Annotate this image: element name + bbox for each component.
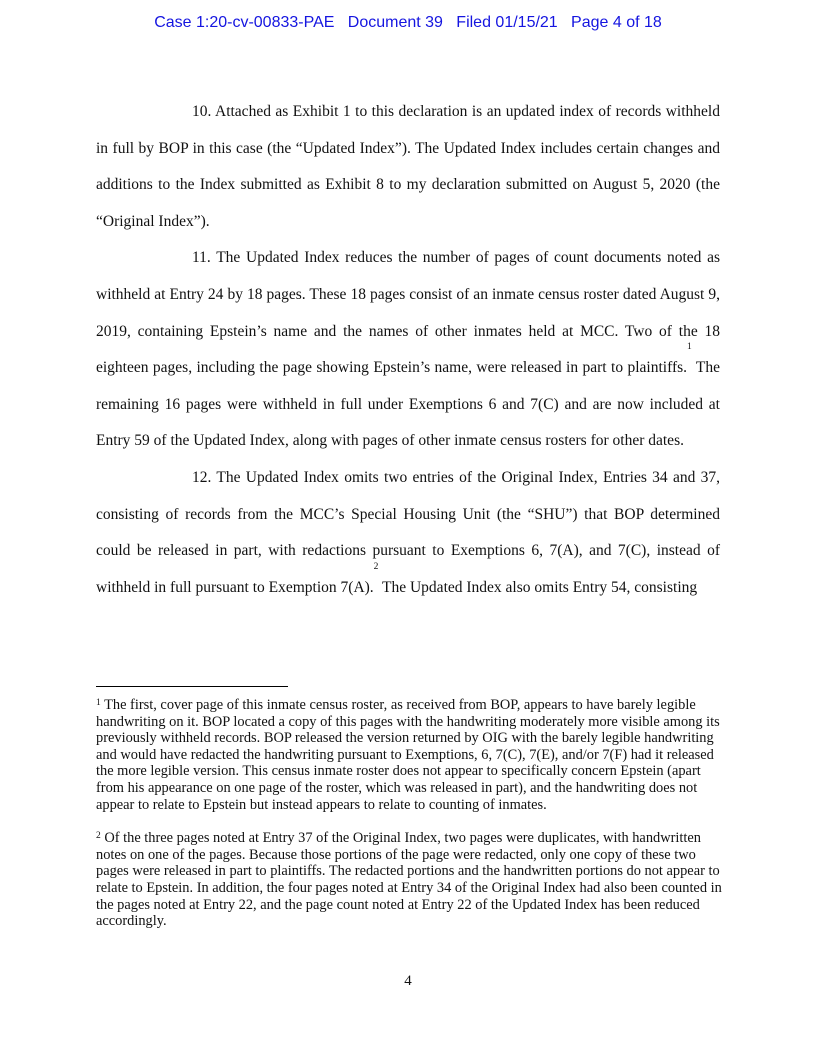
ecf-header	[0, 14, 816, 32]
paragraph-text: Attached as Exhibit 1 to this declaration is an updated index of records withheld in full by BOP in this case (the “Updated Index”). The Updated Index includes certain changes and additions to the Index submitted as Exhibit 8 to my declaration submitted on August 5, 2020 (the “Original Index”).	[96, 103, 720, 230]
paragraph-number: 12.	[192, 468, 212, 486]
paragraph-text-continued: The remaining 16 pages were withheld in full under Exemptions 6 and 7(C) and are now included at Entry 59 of the Updated Index, along with pages of other inmate census rosters for other dates.	[96, 359, 720, 450]
filed-date: Filed 01/15/21	[456, 14, 558, 31]
page-of-total: Page 4 of 18	[571, 14, 662, 31]
footnote-text: The first, cover page of this inmate census roster, as received from BOP, appears to have barely legible handwriting on it. BOP located a copy of this pages with the handwriting moderately more visible among its previously withheld records. BOP released the version returned by OIG with the barely legible handwriting and would have redacted the handwriting pursuant to Exemptions, 6, 7(C), 7(E), and/or 7(F) had it released the more legible version. This census inmate roster does not appear to specifically concern Epstein (apart from his appearance on one page of the roster, which was released in part), and the handwriting does not appear to relate to Epstein but instead appears to relate to counting of inmates.	[96, 697, 720, 813]
paragraph-11	[96, 240, 720, 460]
footnote-1	[96, 697, 722, 813]
paragraph-text: The Updated Index reduces the number of pages of count documents noted as withheld at Entry 24 by 18 pages. These 18 pages consist of an inmate census roster dated August 9, 2019, containing Epstein’s name and the names of other inmates held at MCC. Two of the 18 eighteen pages, including the page showing Epstein’s name, were released in part to plaintiffs.	[96, 249, 720, 377]
declaration-body	[96, 94, 720, 606]
paragraph-10	[96, 94, 720, 240]
footnote-text: Of the three pages noted at Entry 37 of the Original Index, two pages were duplicates, with handwritten notes on one of the pages. Because those portions of the page were redacted, only one copy of these two pages were released in part to plaintiffs. The redacted portions and the handwritten portions do not appear to relate to Epstein. In addition, the four pages noted at Entry 34 of the Original Index had also been counted in the pages noted at Entry 22, and the page count noted at Entry 22 of the Updated Index has been reduced accordingly.	[96, 830, 722, 930]
footnote-mark: 1	[96, 698, 101, 708]
paragraph-number: 10.	[192, 103, 212, 120]
footnote-ref-2[interactable]: 2	[373, 561, 379, 572]
paragraph-number: 11.	[192, 249, 211, 267]
footnote-2	[96, 830, 722, 930]
footnote-separator	[96, 686, 288, 687]
page-number: 4	[404, 973, 412, 989]
paragraph-12	[96, 460, 720, 606]
paragraph-text-continued: The Updated Index also omits Entry 54, consisting	[378, 578, 698, 596]
case-number: Case 1:20-cv-00833-PAE	[154, 14, 335, 31]
document-number: Document 39	[347, 14, 443, 31]
paragraph-text: The Updated Index omits two entries of the Original Index, Entries 34 and 37, consisting of records from the MCC’s Special Housing Unit (the “SHU”) that BOP determined could be released in part, with redactions pursuant to Exemptions 6, 7(A), and 7(C), instead of withheld in full pursuant to Exemption 7(A).	[96, 468, 720, 596]
footnote-mark: 2	[96, 831, 101, 842]
footnotes	[96, 697, 722, 930]
footnote-ref-1[interactable]: 1	[687, 342, 692, 353]
